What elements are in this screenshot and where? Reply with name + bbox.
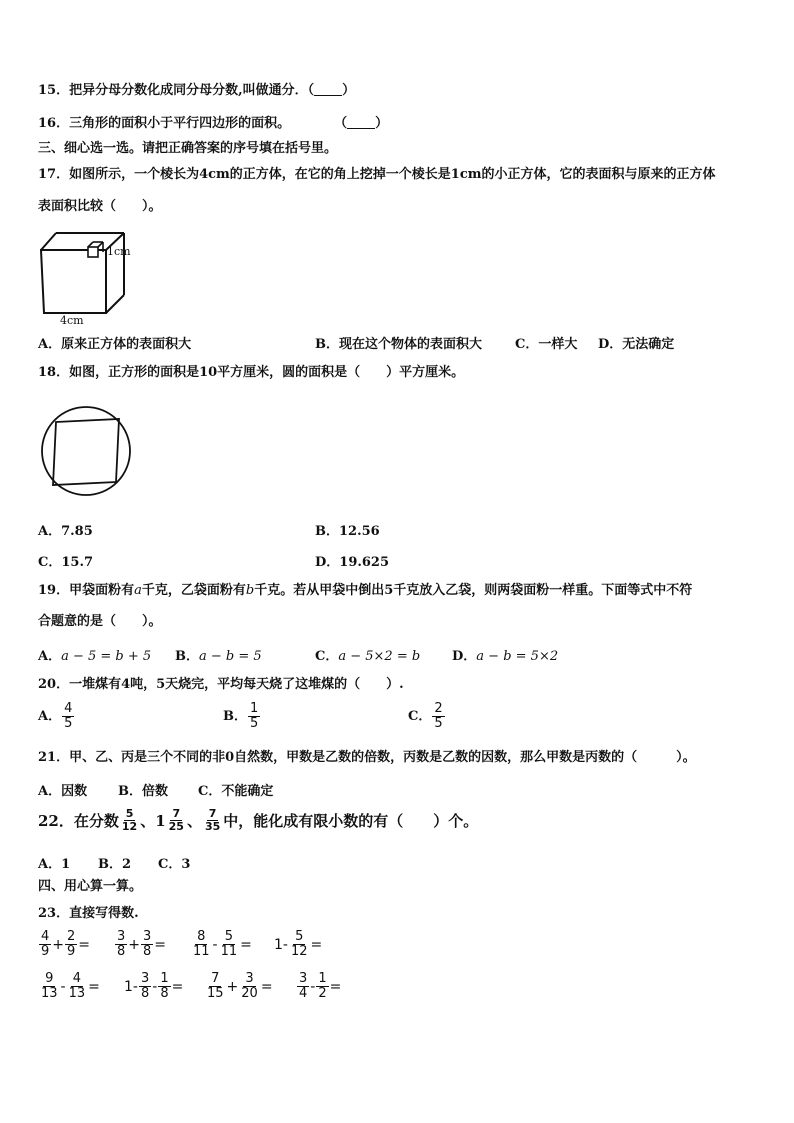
q22-part2: 中，能化成有限小数的有（ ）个。 xyxy=(223,812,479,830)
fraction-7-35 xyxy=(203,808,222,833)
calc-operator: + xyxy=(226,978,239,995)
q21-text: 21．甲、乙、丙是三个不同的非0自然数，甲数是乙数的倍数，丙数是乙数的因数，那么甲数是丙数的（ ）。 xyxy=(38,750,696,765)
q20-option-b[interactable] xyxy=(223,702,261,731)
q21-option-b[interactable]: B．倍数 xyxy=(118,784,168,799)
numerator: 7 xyxy=(208,807,217,820)
fraction xyxy=(62,702,74,731)
q18-text: 18．如图，正方形的面积是10平方厘米，圆的面积是（ ）平方厘米。 xyxy=(38,365,465,380)
equals-sign: = xyxy=(154,936,167,953)
equals-sign: = xyxy=(171,978,184,995)
calc-operator: - xyxy=(60,978,66,995)
calc-operator: - xyxy=(212,936,218,953)
option-expression: a − b = 5×2 xyxy=(476,649,559,664)
fraction xyxy=(289,930,310,959)
q18-option-c[interactable]: C．15.7 xyxy=(38,555,94,570)
option-label: D． xyxy=(452,649,477,664)
option-label: B． xyxy=(223,709,247,724)
denominator: 8 xyxy=(143,944,152,959)
numerator: 3 xyxy=(299,971,308,986)
denominator: 2 xyxy=(318,986,327,1001)
cube-figure xyxy=(36,225,146,327)
q19-part3: 千克。若从甲袋中倒出5千克放入乙袋，则两袋面粉一样重。下面等式中不符 xyxy=(254,583,693,598)
q16-open: （ xyxy=(334,116,348,131)
q22-option-c[interactable]: C．3 xyxy=(158,857,191,872)
q19-option-b[interactable] xyxy=(175,645,262,664)
denominator: 5 xyxy=(64,716,73,731)
fraction xyxy=(205,972,226,1001)
calc-row-1 xyxy=(38,930,738,966)
numerator: 5 xyxy=(295,929,304,944)
equals-sign: = xyxy=(329,978,342,995)
denominator: 9 xyxy=(41,944,50,959)
question-16 xyxy=(38,115,388,133)
q17-option-d[interactable]: D．无法确定 xyxy=(598,337,675,352)
denominator: 9 xyxy=(67,944,76,959)
option-label: A． xyxy=(38,709,62,724)
answer-blank[interactable] xyxy=(347,116,375,129)
equals-sign: = xyxy=(260,978,273,995)
denominator: 8 xyxy=(117,944,126,959)
fraction-7-25 xyxy=(167,808,186,833)
q19-option-d[interactable] xyxy=(452,645,558,664)
fraction xyxy=(158,972,170,1001)
q22-text xyxy=(38,808,478,833)
fraction xyxy=(139,972,151,1001)
fraction xyxy=(141,930,153,959)
option-expression: a − 5×2 = b xyxy=(338,649,421,664)
section-heading-3: 三、细心选一选。请把正确答案的序号填在括号里。 xyxy=(38,141,338,156)
calc-operator: - xyxy=(310,978,316,995)
fraction xyxy=(432,702,444,731)
denominator: 13 xyxy=(68,986,86,1001)
q16-text: 三角形的面积小于平行四边形的面积。 xyxy=(69,116,291,131)
option-label: C． xyxy=(315,649,339,664)
variable-b: b xyxy=(245,583,255,598)
square-shape xyxy=(53,419,119,485)
calc-prefix: 1- xyxy=(274,936,288,953)
q17-option-c[interactable]: C．一样大 xyxy=(515,337,578,352)
calc-operator: - xyxy=(152,978,158,995)
numerator: 4 xyxy=(64,701,73,716)
numerator: 3 xyxy=(117,929,126,944)
numerator: 1 xyxy=(250,701,259,716)
fraction xyxy=(191,930,212,959)
numerator: 7 xyxy=(211,971,220,986)
numerator: 4 xyxy=(72,971,82,986)
q20-option-a[interactable] xyxy=(38,702,75,731)
numerator: 1 xyxy=(160,971,169,986)
numerator: 5 xyxy=(125,807,134,820)
numerator: 3 xyxy=(140,971,150,986)
denominator: 12 xyxy=(121,820,138,833)
equals-sign: = xyxy=(240,936,252,953)
calc-problem xyxy=(38,930,90,959)
calc-problem xyxy=(190,930,252,959)
calc-operator: + xyxy=(52,936,65,953)
q19-line2: 合题意的是（ ）。 xyxy=(38,614,162,629)
equals-sign: = xyxy=(78,936,91,953)
fraction xyxy=(316,972,328,1001)
denominator: 35 xyxy=(204,820,221,833)
calc-problem xyxy=(124,972,183,1001)
numerator: 1 xyxy=(318,971,327,986)
numerator: 5 xyxy=(224,929,234,944)
calc-operator: + xyxy=(128,936,141,953)
q15-text: 把异分母分数化成同分母分数,叫做通分．（ xyxy=(69,83,315,98)
fraction xyxy=(39,972,60,1001)
q22-option-a[interactable]: A．1 xyxy=(38,857,71,872)
fraction xyxy=(39,930,51,959)
calc-prefix: 1- xyxy=(124,978,138,995)
denominator: 25 xyxy=(168,820,184,833)
cube-edge-label: 4cm xyxy=(60,314,84,327)
q19-part1: 19．甲袋面粉有 xyxy=(38,583,135,598)
fraction xyxy=(65,930,77,959)
denominator: 20 xyxy=(241,986,258,1001)
q17-option-b[interactable]: B．现在这个物体的表面积大 xyxy=(315,337,482,352)
option-label: A． xyxy=(38,649,62,664)
fraction xyxy=(67,972,88,1001)
denominator: 5 xyxy=(250,716,259,731)
fraction xyxy=(219,930,240,959)
fraction xyxy=(239,972,260,1001)
calc-problem xyxy=(204,972,273,1001)
numerator: 3 xyxy=(143,929,152,944)
denominator: 12 xyxy=(290,944,308,959)
calc-problem xyxy=(38,972,100,1001)
q19-line1 xyxy=(38,582,692,600)
numerator: 2 xyxy=(434,701,443,716)
q21-option-c[interactable]: C．不能确定 xyxy=(198,784,274,799)
denominator: 5 xyxy=(434,716,443,731)
question-15 xyxy=(38,82,355,100)
equals-sign: = xyxy=(88,978,100,995)
q19-part2: 千克，乙袋面粉有 xyxy=(141,583,246,598)
q21-option-a[interactable]: A．因数 xyxy=(38,784,88,799)
q18-option-b[interactable]: B．12.56 xyxy=(315,524,380,539)
q17-line2: 表面积比较（ ）。 xyxy=(38,199,162,214)
q16-close: ） xyxy=(375,116,389,131)
q15-close: ） xyxy=(342,83,356,98)
q19-option-c[interactable] xyxy=(315,645,420,664)
numerator: 3 xyxy=(245,971,254,986)
q18-option-d[interactable]: D．19.625 xyxy=(315,555,390,570)
small-cube-label: 1cm xyxy=(107,245,131,258)
q20-option-c[interactable] xyxy=(408,702,446,731)
calc-row-2 xyxy=(38,972,738,1008)
q22-separator1: 、1 xyxy=(140,812,166,830)
calc-problem xyxy=(296,972,341,1001)
q19-option-a[interactable] xyxy=(38,645,151,664)
q17-option-a[interactable]: A．原来正方体的表面积大 xyxy=(38,337,192,352)
q17-line1: 17．如图所示，一个棱长为4cm的正方体，在它的角上挖掉一个棱长是1cm的小正方体，它的表面积与原来的正方体 xyxy=(38,167,716,182)
option-label: C． xyxy=(408,709,432,724)
denominator: 8 xyxy=(160,986,169,1001)
denominator: 15 xyxy=(207,986,224,1001)
numerator: 2 xyxy=(67,929,76,944)
fraction xyxy=(297,972,309,1001)
q20-text: 20．一堆煤有4吨，5天烧完，平均每天烧了这堆煤的（ ）. xyxy=(38,677,404,692)
numerator: 9 xyxy=(45,971,54,986)
cube-front-face xyxy=(41,250,106,313)
option-expression: a − 5 = b + 5 xyxy=(61,649,152,664)
q16-number: 16． xyxy=(38,116,70,131)
denominator: 4 xyxy=(299,986,308,1001)
numerator: 8 xyxy=(197,929,206,944)
calc-problem xyxy=(274,930,322,959)
variable-a: a xyxy=(134,583,142,598)
calc-problem xyxy=(114,930,166,959)
denominator: 11 xyxy=(193,944,210,959)
denominator: 13 xyxy=(41,986,58,1001)
denominator: 11 xyxy=(220,944,238,959)
option-label: B． xyxy=(175,649,199,664)
q23-text: 23．直接写得数. xyxy=(38,906,139,921)
q22-part1: 22．在分数 xyxy=(38,812,119,830)
denominator: 8 xyxy=(140,986,150,1001)
equals-sign: = xyxy=(310,936,323,953)
q22-option-b[interactable]: B．2 xyxy=(98,857,132,872)
q18-option-a[interactable]: A．7.85 xyxy=(38,524,93,539)
fraction xyxy=(248,702,260,731)
numerator: 4 xyxy=(41,929,50,944)
section-heading-4: 四、用心算一算。 xyxy=(38,879,143,894)
fraction-5-12 xyxy=(120,808,139,833)
numerator: 7 xyxy=(172,807,181,820)
circle-square-figure xyxy=(38,405,134,497)
q22-separator2: 、 xyxy=(186,812,202,830)
fraction xyxy=(115,930,127,959)
answer-blank[interactable] xyxy=(314,83,342,96)
option-expression: a − b = 5 xyxy=(199,649,262,664)
q15-number: 15． xyxy=(38,83,70,98)
